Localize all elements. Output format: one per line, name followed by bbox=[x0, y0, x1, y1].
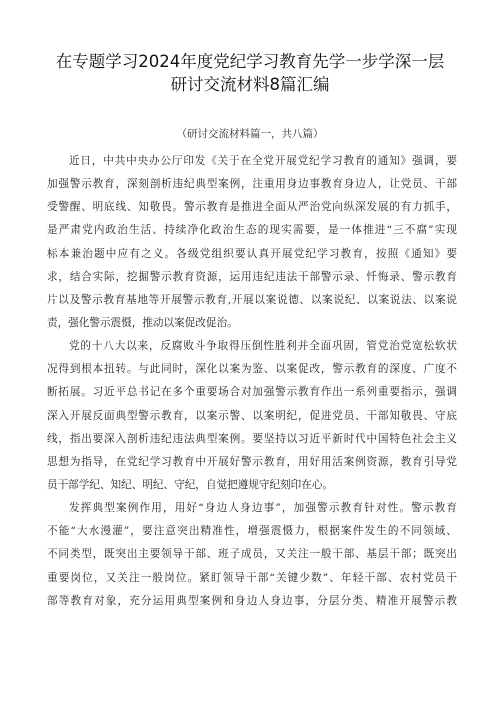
document-title-line-2: 研讨交流材料8篇汇编 bbox=[170, 75, 330, 94]
body-line: 责，强化警示震慑，推动以案促改促治。 bbox=[47, 316, 238, 329]
body-line: 不同类型，既突出主要领导干部、班子成员，又关注一般干部、基层干部；既突出 bbox=[47, 548, 457, 561]
body-line: 是严肃党内政治生活、持续净化政治生态的现实需要，是一体推进“三不腐”实现 bbox=[47, 224, 457, 237]
body-line: 标本兼治题中应有之义。各级党组织要认真开展党纪学习教育，按照《通知》要 bbox=[47, 247, 457, 260]
body-line: 重要岗位，又关注一般岗位。紧盯领导干部“关键少数”、年轻干部、农村党员干 bbox=[47, 571, 457, 584]
body-line: 思想为指导，在党纪学习教育中开展好警示教育，用好用活案例资源，教育引导党 bbox=[47, 455, 457, 468]
document-subtitle: （研讨交流材料篇一，共八篇） bbox=[176, 128, 324, 140]
body-line: 发挥典型案例作用，用好“身边人身边事”，加强警示教育针对性。警示教育 bbox=[69, 502, 457, 515]
body-line: 受警醒、明底线、知敬畏。警示教育是推进全面从严治党向纵深发展的有力抓手， bbox=[47, 201, 457, 214]
paragraph-2 bbox=[47, 335, 457, 497]
body-line: 近日，中共中央办公厅印发《关于在全党开展党纪学习教育的通知》强调，要 bbox=[69, 155, 457, 167]
body-line: 党的十八大以来，反腐败斗争取得压倒性胜利并全面巩固，管党治党宽松软状 bbox=[69, 340, 457, 353]
body-line: 加强警示教育，深刻剖析违纪典型案例，注重用身边事教育身边人，让党员、干部 bbox=[47, 178, 457, 191]
body-line: 员干部学纪、知纪、明纪、守纪，自觉把遵规守纪刻印在心。 bbox=[47, 478, 334, 491]
document-body bbox=[47, 150, 457, 613]
paragraph-1 bbox=[47, 150, 457, 335]
body-line: 不能“大水漫灌”，要注意突出精准性，增强震慑力，根据案件发生的不同领域、 bbox=[47, 525, 457, 538]
body-line: 部等教育对象，充分运用典型案例和身边人身边事，分层分类、精准开展警示教 bbox=[47, 594, 457, 607]
body-line: 求，结合实际，挖掘警示教育资源，运用违纪违法干部警示录、忏悔录、警示教育 bbox=[47, 270, 457, 283]
paragraph-3 bbox=[47, 497, 457, 613]
body-line: 况得到根本扭转。与此同时，深化以案为鉴、以案促改，警示教育的深度、广度不 bbox=[47, 363, 457, 376]
body-line: 断拓展。习近平总书记在多个重要场合对加强警示教育作出一系列重要指示，强调 bbox=[47, 386, 457, 399]
body-line: 深入开展反面典型警示教育，以案示警、以案明纪，促进党员、干部知敬畏、守底 bbox=[47, 409, 457, 422]
body-line: 线，指出要深入剖析违纪违法典型案例。要坚持以习近平新时代中国特色社会主义 bbox=[47, 432, 457, 445]
body-line: 片以及警示教育基地等开展警示教育,开展以案说德、以案说纪、以案说法、以案说 bbox=[47, 293, 457, 306]
document-title-line-1: 在专题学习2024年度党纪学习教育先学一步学深一层 bbox=[55, 52, 445, 71]
